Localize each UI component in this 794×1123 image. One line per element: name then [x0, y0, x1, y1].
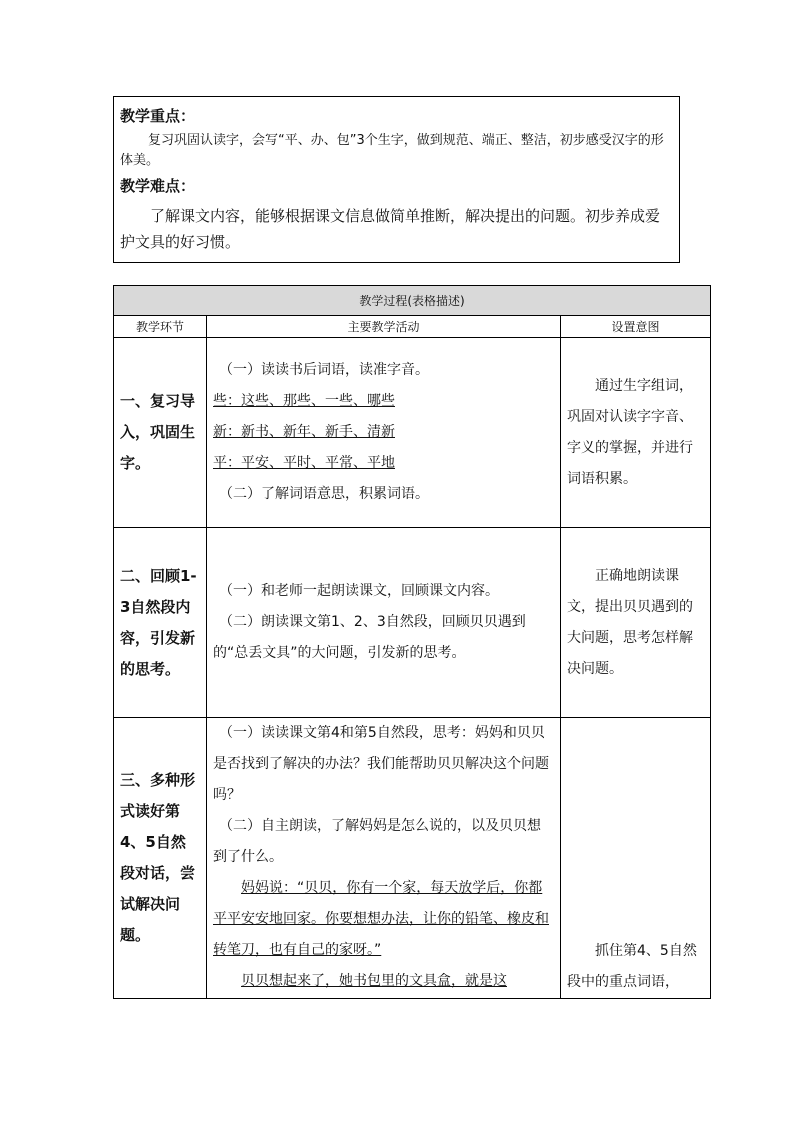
key-points-text: 复习巩固认读字，会写“平、办、包”3个生字，做到规范、端正、整洁，初步感受汉字的形体美。 [120, 133, 664, 168]
activities-cell [207, 528, 561, 718]
key-points-title: 教学重点： [120, 107, 196, 125]
intent-cell [561, 528, 711, 718]
activity-line: （二）自主朗读，了解妈妈是怎么说的，以及贝贝想到了什么。 [213, 818, 541, 865]
stage-cell: 三、多种形式读好第4、5自然段对话，尝试解决问题。 [114, 718, 207, 999]
activity-line: （一）读读课文第4和第5自然段，思考：妈妈和贝贝是否找到了解决的办法？我们能帮助贝贝解决这个问题吗？ [213, 725, 549, 803]
intent-text: 正确地朗读课文，提出贝贝遇到的大问题，思考怎样解决问题。 [567, 567, 693, 677]
table-row [114, 718, 711, 999]
table-caption: 教学过程(表格描述) [114, 286, 711, 316]
activities-cell [207, 718, 561, 999]
activity-line: 新：新书、新年、新手、清新 [213, 424, 395, 440]
stage-cell: 二、回顾1-3自然段内容，引发新的思考。 [114, 528, 207, 718]
activity-line: （一）和老师一起朗读课文，回顾课文内容。 [219, 583, 499, 599]
column-header-intent: 设置意图 [561, 316, 711, 338]
activity-line: 些：这些、那些、一些、哪些 [213, 393, 395, 409]
stage-cell: 一、复习导入，巩固生字。 [114, 338, 207, 528]
intent-cell [561, 338, 711, 528]
table-row [114, 338, 711, 528]
intent-text: 抓住第4、5自然段中的重点词语， [567, 943, 697, 990]
teaching-process-table [113, 285, 711, 999]
table-row [114, 528, 711, 718]
activity-line: 平：平安、平时、平常、平地 [213, 455, 395, 471]
difficult-points-title: 教学难点： [120, 177, 196, 195]
activity-line: （二）朗读课文第1、2、3自然段，回顾贝贝遇到的“总丢文具”的大问题，引发新的思考。 [213, 614, 526, 661]
activity-line: （二）了解词语意思，积累词语。 [219, 486, 429, 502]
activity-line: （一）读读书后词语，读准字音。 [219, 362, 429, 378]
activity-line: 贝贝想起来了，她书包里的文具盒，就是这 [241, 973, 507, 989]
intent-cell [561, 718, 711, 999]
column-header-stage: 教学环节 [114, 316, 207, 338]
activities-cell [207, 338, 561, 528]
key-points-box [113, 96, 680, 263]
activity-line: 妈妈说：“贝贝，你有一个家，每天放学后，你都平平安安地回家。你要想想办法，让你的铅笔、橡皮和转笔刀，也有自己的家呀。” [213, 880, 549, 958]
intent-text: 通过生字组词，巩固对认读字字音、字义的掌握，并进行词语积累。 [567, 377, 693, 487]
difficult-points-text: 了解课文内容，能够根据课文信息做简单推断，解决提出的问题。初步养成爱护文具的好习惯。 [120, 207, 661, 251]
column-header-activities: 主要教学活动 [207, 316, 561, 338]
